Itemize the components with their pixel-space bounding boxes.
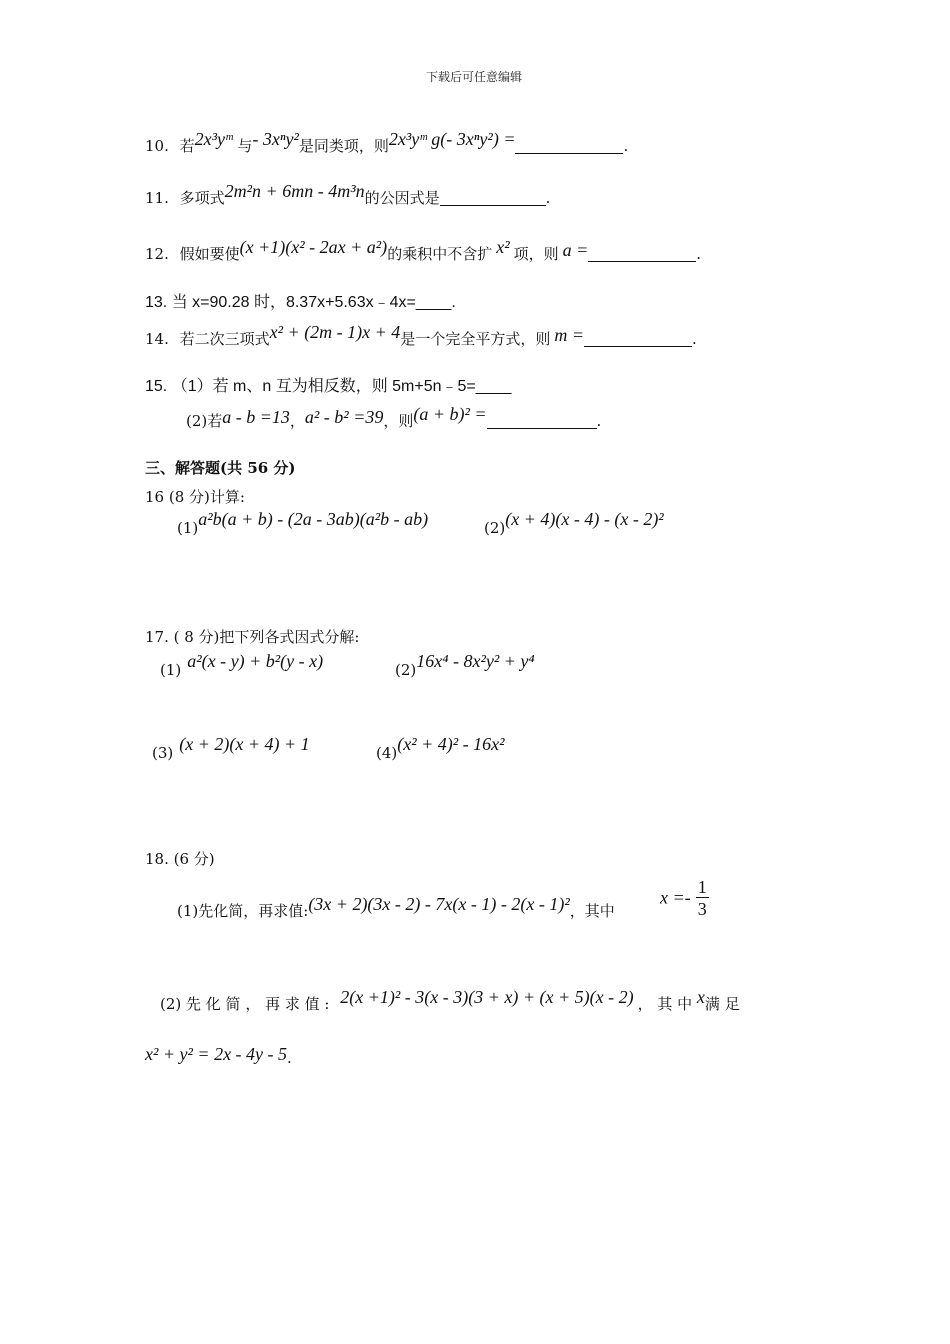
- question-14: [145, 321, 697, 356]
- fraction-denominator: 3: [697, 899, 707, 919]
- q12-expr-1: (x +1)(x² - 2ax + a²): [239, 237, 388, 257]
- q17-expr-1: a²(x - y) + b²(y - x): [187, 651, 324, 671]
- q15-expr-3: (a + b)² =: [413, 404, 487, 424]
- q10-text: 是同类项，则: [298, 137, 389, 155]
- answer-blank: [588, 245, 696, 262]
- question-12: [145, 236, 701, 271]
- question-17-part-2: [395, 652, 535, 687]
- answer-blank: [487, 412, 597, 429]
- q15-end: .: [596, 412, 602, 430]
- question-16-title: 16 (8 分)计算:: [145, 488, 245, 506]
- q10-text: 与: [237, 137, 253, 155]
- q15-text: (2)若: [186, 412, 223, 430]
- question-15-part-1: 15. （1）若 m、n 互为相反数，则 5m+5n﹣5=____: [145, 378, 512, 395]
- q12-text: 项，则: [513, 245, 559, 263]
- q18-end: .: [287, 1049, 292, 1067]
- q14-number: 14.: [145, 330, 169, 348]
- question-17-part-3: [152, 735, 310, 770]
- q12-text: 假如要使: [179, 245, 240, 263]
- fraction: [696, 878, 709, 918]
- q18-text: (2) 先 化 简 ， 再 求 值 :: [160, 995, 330, 1013]
- q16-expr-2: (x + 4)(x - 4) - (x - 2)²: [505, 509, 664, 529]
- q15-expr-1: a - b =13: [222, 407, 290, 427]
- q14-text: 若二次三项式: [179, 330, 270, 348]
- q10-expr-2: - 3xⁿy²: [252, 129, 299, 149]
- question-17-title: 17. ( 8 分)把下列各式因式分解:: [145, 628, 360, 646]
- q17-label-1: (1): [160, 661, 182, 679]
- question-10: [145, 128, 628, 163]
- question-18-part-1: [177, 893, 615, 928]
- q18-expr-1: (3x + 2)(3x - 2) - 7x(x - 1) - 2(x - 1)²: [308, 894, 570, 914]
- question-11: [145, 180, 550, 215]
- q12-expr-2: x²: [496, 237, 510, 257]
- q18-expr-3: x² + y² = 2x - 4y - 5: [145, 1044, 288, 1064]
- question-17-part-1: [160, 652, 323, 687]
- question-18-title: 18. (6 分): [145, 850, 215, 868]
- q17-expr-3: (x + 2)(x + 4) + 1: [179, 734, 310, 754]
- q18-x-value: [660, 878, 709, 918]
- q15-expr-2: a² - b² =39: [304, 407, 384, 427]
- q18-text: (1)先化简，再求值:: [177, 902, 309, 920]
- question-15-part-2: [186, 403, 601, 438]
- q17-label-4: (4): [376, 744, 398, 762]
- q10-number: 10.: [145, 137, 169, 155]
- q16-label-1: (1): [177, 519, 199, 537]
- answer-blank: [440, 189, 546, 206]
- q11-number: 11.: [145, 189, 169, 207]
- q10-end: .: [623, 137, 629, 155]
- q14-expr-m: m =: [554, 325, 584, 345]
- q18-text: ，其中: [569, 902, 615, 920]
- q12-text: 的乘积中不含扩: [387, 245, 493, 263]
- question-13: 13. 当 x=90.28 时，8.37x+5.63x﹣4x=____.: [145, 294, 456, 311]
- q10-expr-3: 2x³yᵐ g(- 3xⁿy²) =: [388, 129, 516, 149]
- q14-expr: x² + (2m - 1)x + 4: [269, 322, 401, 342]
- q17-label-3: (3): [152, 744, 174, 762]
- answer-blank: [584, 330, 692, 347]
- q11-text: 的公因式是: [364, 189, 440, 207]
- section-title: 三、解答题(共 56 分): [145, 459, 296, 477]
- q18-text: 满 足: [704, 995, 740, 1013]
- q15-sep: ，: [289, 412, 305, 430]
- q17-expr-2: 16x⁴ - 8x²y² + y⁴: [416, 651, 535, 671]
- q10-text: 若: [179, 137, 195, 155]
- q16-label-2: (2): [484, 519, 506, 537]
- q16-expr-1: a²b(a + b) - (2a - 3ab)(a²b - ab): [198, 509, 429, 529]
- q11-end: .: [545, 189, 551, 207]
- q10-expr-1: 2x³yᵐ: [194, 129, 233, 149]
- q18-expr-2: 2(x +1)² - 3(x - 3)(3 + x) + (x + 5)(x - 2): [340, 987, 634, 1007]
- q18-expr-x2: x: [696, 987, 705, 1007]
- q17-label-2: (2): [395, 661, 417, 679]
- page-header: 下载后可任意编辑: [426, 70, 523, 84]
- q14-text: 是一个完全平方式，则: [400, 330, 551, 348]
- q11-text: 多项式: [179, 189, 225, 207]
- q15-text: ，则: [383, 412, 414, 430]
- answer-blank: [515, 137, 623, 154]
- q12-end: .: [696, 245, 702, 263]
- question-16-part-2: [484, 510, 664, 545]
- q18-text: ， 其 中: [637, 995, 693, 1013]
- q11-expr: 2m²n + 6mn - 4m³n: [224, 181, 365, 201]
- fraction-numerator: 1: [697, 877, 707, 897]
- question-17-part-4: [376, 735, 505, 770]
- question-16-part-1: [177, 510, 428, 545]
- question-18-condition: [145, 1040, 292, 1075]
- q14-end: .: [691, 330, 697, 348]
- q18-expr-x: x =-: [660, 887, 691, 908]
- q12-expr-3: a =: [562, 240, 589, 260]
- q12-number: 12.: [145, 245, 169, 263]
- question-18-part-2: [160, 986, 740, 1021]
- q17-expr-4: (x² + 4)² - 16x²: [397, 734, 505, 754]
